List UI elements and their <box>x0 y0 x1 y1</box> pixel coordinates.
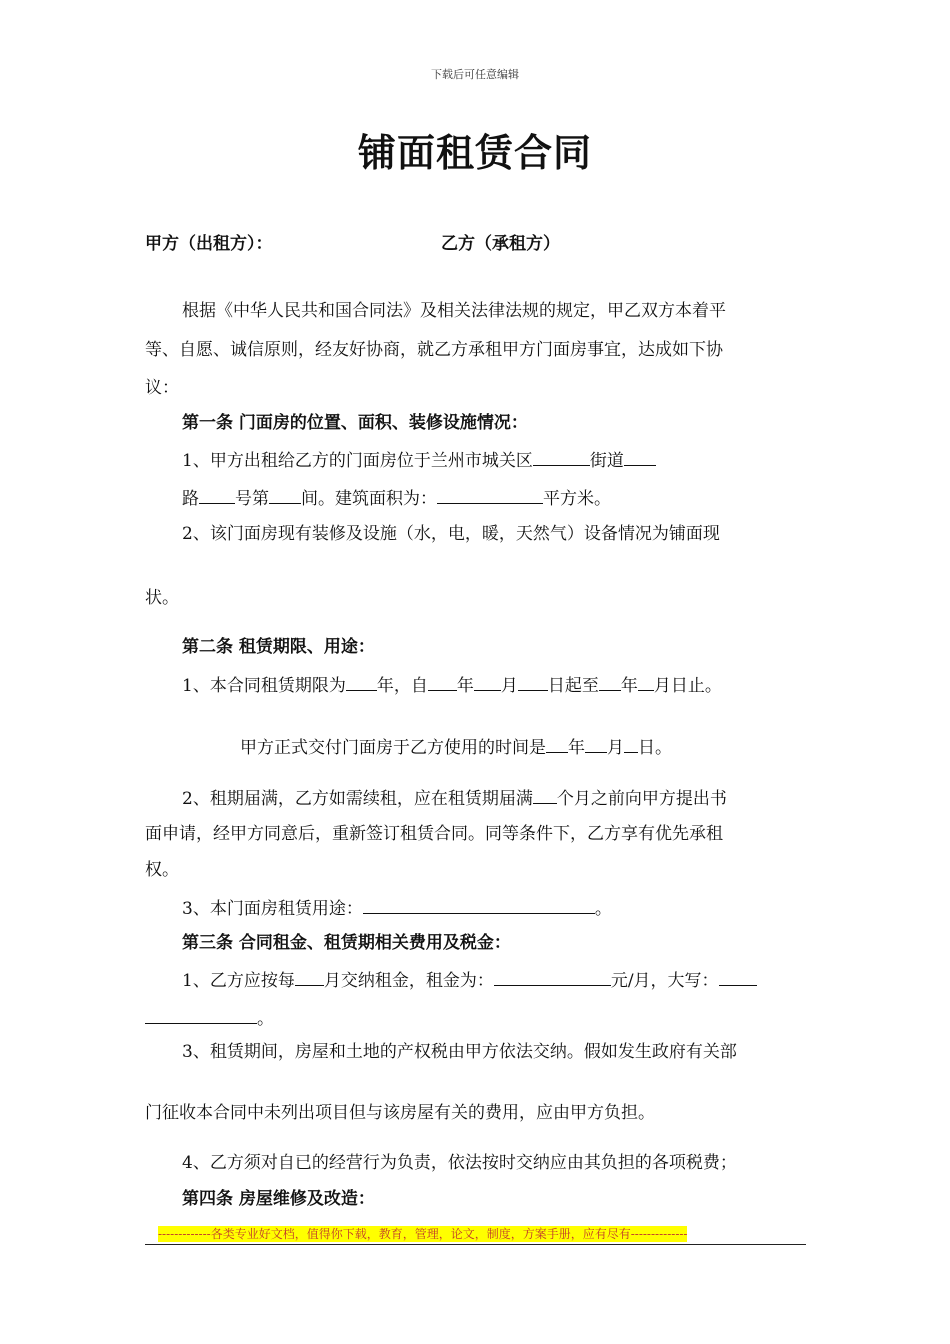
article-3-clause-1-line-1: 1、乙方应按每 月交纳租金，租金为： 元/月，大写： <box>182 967 757 993</box>
intro-line-2: 等、自愿、诚信原则，经友好协商，就乙方承租甲方门面房事宜，达成如下协 <box>145 340 723 360</box>
blank-start-day <box>518 672 548 691</box>
footer-banner: -------------各类专业好文档，值得你下载，教育，管理，论文，制度，方案手册，应有尽有-------------- <box>158 1227 688 1241</box>
blank-notice-months <box>533 785 557 804</box>
header-note: 下载后可任意编辑 <box>431 68 519 81</box>
article-2-clause-2-line-3: 权。 <box>145 860 179 880</box>
article-3-clause-4: 4、乙方须对自已的经营行为负责，依法按时交纳应由其负担的各项税费； <box>182 1153 737 1173</box>
article-3-clause-3-line-1: 3、租赁期间，房屋和土地的产权税由甲方依法交纳。假如发生政府有关部 <box>182 1042 737 1062</box>
blank-pay-months <box>295 967 324 986</box>
blank-delivery-month <box>585 734 607 753</box>
article-3-clause-1-line-2: 。 <box>145 1005 274 1031</box>
blank-rent-amount <box>494 967 611 986</box>
article-1-heading: 第一条 门面房的位置、面积、装修设施情况： <box>182 413 528 433</box>
article-1-clause-2-line-2: 状。 <box>145 588 179 608</box>
blank-road <box>624 447 656 466</box>
article-3-clause-3-line-2: 门征收本合同中未列出项目但与该房屋有关的费用，应由甲方负担。 <box>145 1103 655 1123</box>
blank-end-month <box>638 672 654 691</box>
blank-room <box>269 485 301 504</box>
article-1-clause-2-line-1: 2、该门面房现有装修及设施（水，电，暖，天然气）设备情况为铺面现 <box>182 524 720 544</box>
blank-number <box>199 485 235 504</box>
article-2-clause-1: 1、本合同租赁期限为 年，自 年 月 日起至 年 月日止。 <box>182 672 722 698</box>
article-1-clause-1-line-2: 路 号第 间。建筑面积为： 平方米。 <box>182 485 611 511</box>
blank-start-year <box>428 672 457 691</box>
blank-usage <box>363 895 595 914</box>
article-2-heading: 第二条 租赁期限、用途： <box>182 637 375 657</box>
party-a-label: 甲方（出租方）： <box>145 234 273 254</box>
blank-rent-words-cont <box>145 1005 257 1024</box>
article-2-delivery-date: 甲方正式交付门面房于乙方使用的时间是 年 月 日。 <box>240 734 672 760</box>
article-3-heading: 第三条 合同租金、租赁期相关费用及税金： <box>182 933 511 953</box>
intro-line-3: 议： <box>145 378 179 398</box>
intro-line-1: 根据《中华人民共和国合同法》及相关法律法规的规定，甲乙双方本着平 <box>182 301 726 321</box>
article-2-clause-2-line-1: 2、租期届满，乙方如需续租，应在租赁期届满 个月之前向甲方提出书 <box>182 785 727 811</box>
blank-delivery-year <box>546 734 568 753</box>
blank-delivery-day <box>624 734 638 753</box>
blank-rent-words <box>719 967 757 986</box>
article-1-clause-1-line-1: 1、甲方出租给乙方的门面房位于兰州市城关区 街道 <box>182 447 656 473</box>
article-2-clause-2-line-2: 面申请，经甲方同意后，重新签订租赁合同。同等条件下，乙方享有优先承租 <box>145 824 723 844</box>
footer-divider <box>145 1244 806 1245</box>
blank-term-years <box>346 672 377 691</box>
article-2-clause-3: 3、本门面房租赁用途： 。 <box>182 895 612 921</box>
blank-end-year <box>599 672 621 691</box>
blank-street <box>533 447 590 466</box>
article-4-heading: 第四条 房屋维修及改造： <box>182 1189 375 1209</box>
document-title: 铺面租赁合同 <box>357 131 592 175</box>
blank-area <box>437 485 543 504</box>
party-b-label: 乙方（承租方） <box>441 234 560 254</box>
blank-start-month <box>474 672 501 691</box>
